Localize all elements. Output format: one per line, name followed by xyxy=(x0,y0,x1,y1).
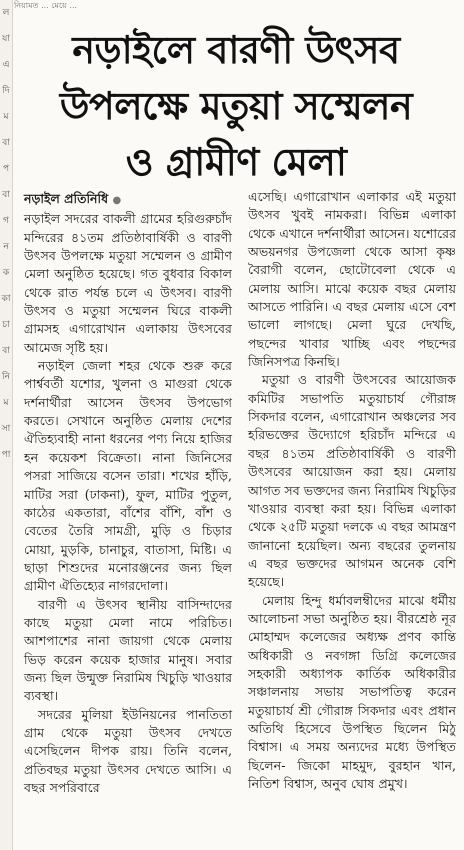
paragraph: নড়াইল জেলা শহর থেকে শুরু করে পার্শ্ববর্তী যশোর, খুলনা ও মাগুরা থেকে দর্শনার্থীরা আসেন উৎসব উপভোগ করতে। সেখানে অনুষ্ঠিত মেলায় দেশের ঐতিহ্যবাহী নানা ধরনের পণ্য নিয়ে হাজির হন কয়েকশ বিক্রেতা। নানা জিনিসের পসরা সাজিয়ে বসেন তারা। শখের হাঁড়ি, মাটির সরা (ঢাকনা), ফুল, মাটির পুতুল, কাঠের একতারা, বাঁশের বাঁশি, বাঁশ ও বেতের তৈরি সামগ্রী, মুড়ি ও চিড়ার মোয়া, মুড়কি, চানাচুর, বাতাসা, মিষ্টি। এ ছাড়া শিশুদের মনোরঞ্জনের জন্য ছিল গ্রামীণ ঐতিহ্যের নাগরদোলা। xyxy=(24,358,232,594)
paragraph: বারণী এ উৎসব স্থানীয় বাসিন্দাদের কাছে মতুয়া মেলা নামে পরিচিত। আশপাশের নানা জায়গা থেকে মেলায় ভিড় করেন কয়েক হাজার মানুষ। সবার জন্য ছিল উন্মুক্ত নিরামিষ খিচুড়ি খাওয়ার ব্যবস্থা। xyxy=(24,596,232,704)
paragraph: মতুয়া ও বারণী উৎসবের আয়োজক কমিটির সভাপতি মতুয়াচার্য গৌরাঙ্গ সিকদার বলেন, এগারোখান অঞ্চলের সব হরিভক্তের উদ্যোগে হরিচাঁদ মন্দিরে এ বছর ৪১তম প্রতিষ্ঠাবার্ষিকী ও বারণী উৎসবের আয়োজন করা হয়। মেলায় আগত সব ভক্তদের জন্য নিরামিষ খিচুড়ির খাওয়ার ব্যবস্থা করা হয়। বিভিন্ন এলাকা থেকে ২৫টি মতুয়া দলকে এ বছর আমন্ত্রণ জানানো হয়েছিল। অন্য বছরের তুলনায় এ বছর ভক্তদের আগমন অনেক বেশি হয়েছে। xyxy=(248,372,456,590)
adjacent-article-margin: ল যা এ দি ম বা প বা গ ন ক কা চা বা নি ম সা পা xyxy=(0,0,13,850)
paragraph: এসেছি। এগারোখান এলাকার এই মতুয়া উৎসব খুবই নামকরা। বিভিন্ন এলাকা থেকে এখানে দর্শনার্থীরা আসেন। যশোরের অভয়নগর উপজেলা থেকে আসা কৃষ্ণ বৈরাগী বলেন, ছোটোবেলা থেকে এ মেলায় আসি। মাঝে কয়েক বছর মেলায় আসতে পারিনি। এ বছর মেলায় এসে বেশ ভালো লাগছে। মেলা ঘুরে দেখছি, পছন্দের খাবার খাচ্ছি এবং পছন্দের জিনিসপত্র কিনছি। xyxy=(248,189,456,370)
paragraph: সদরের মুলিয়া ইউনিয়নের পানতিতা গ্রাম থেকে মতুয়া উৎসব দেখতে এসেছিলেন দীপক রায়। তিনি বলেন, প্রতিবছর মতুয়া উৎসব দেখতে আসি। এ বছর সপরিবারে xyxy=(24,706,232,795)
byline xyxy=(24,190,232,210)
cropped-top-text: নিয়ামত ... মেয়ে ... xyxy=(14,1,78,10)
headline-line-3: ও গ্রামীণ মেলা xyxy=(125,140,347,184)
paragraph: মেলায় হিন্দু ধর্মাবলম্বীদের মাঝে ধর্মীয় আলোচনা সভা অনুষ্ঠিত হয়। বীরশ্রেষ্ঠ নূর মোহাম্মদ কলেজের অধ্যক্ষ প্রণব কান্তি অধিকারী ও নবগঙ্গা ডিগ্রি কলেজের সহকারী অধ্যাপক কার্তিক অধিকারীর সঞ্চালনায় সভায় সভাপতিত্ব করেন মতুয়াচার্য শ্রী গৌরাঙ্গ সিকদার এবং প্রধান অতিথি হিসেবে উপস্থিত ছিলেন মিঠু বিশ্বাস। এ সময় অন্যদের মধ্যে উপস্থিত ছিলেন- জিকো মাহমুদ, বুরহান খান, নিতিশ বিশ্বাস, অনুব ঘোষ প্রমুখ। xyxy=(248,592,456,791)
byline-text: নড়াইল প্রতিনিধি xyxy=(24,191,109,206)
headline xyxy=(22,22,450,190)
bullet-icon: ● xyxy=(112,195,122,206)
headline-line-1: নড়াইলে বারণী উৎসব xyxy=(72,28,400,72)
paragraph: নড়াইল সদরের বাকলী গ্রামের হরিগুরুচাঁদ মন্দিরের ৪১তম প্রতিষ্ঠাবার্ষিকী ও বারণী উৎসব উপলক্ষে মতুয়া সম্মেলন ও গ্রামীণ মেলা অনুষ্ঠিত হয়েছে। গত বুধবার বিকাল থেকে রাত পর্যন্ত চলে এ উৎসব। বারণী উৎসব ও মতুয়া সম্মেলন ঘিরে বাকলী গ্রামসহ এগারোখান এলাকায় উৎসবের আমেজ সৃষ্টি হয়। xyxy=(24,211,232,355)
article-column-right xyxy=(248,188,456,793)
headline-line-2: উপলক্ষে মতুয়া সম্মেলন xyxy=(59,84,413,128)
article-column-left xyxy=(24,190,232,797)
